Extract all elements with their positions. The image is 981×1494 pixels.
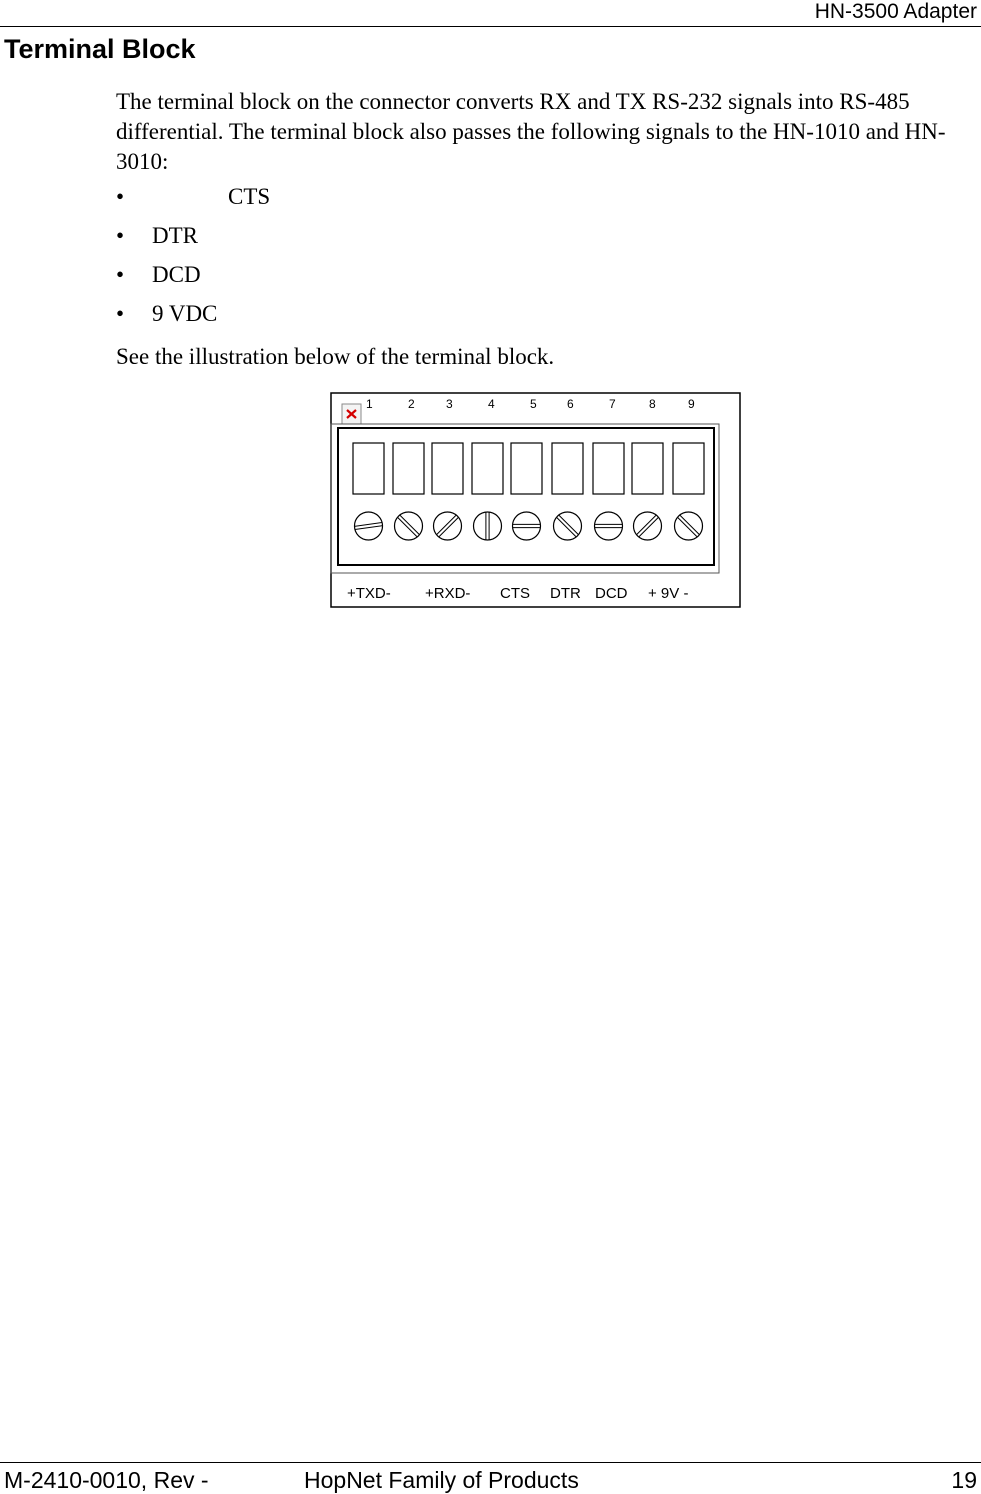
- bullet-item: [116, 184, 270, 210]
- intro-paragraph: The terminal block on the connector converts RX and TX RS-232 signals into RS-485 differential. The terminal block also passes the following signals to the HN-1010 and HN-3010:: [116, 89, 946, 174]
- terminal-slot: [593, 443, 624, 494]
- bullet-item: [116, 223, 198, 249]
- signal-label: DTR: [550, 585, 581, 602]
- broken-image-icon: [342, 404, 361, 424]
- signal-labels: [347, 585, 688, 602]
- header-divider: [0, 26, 981, 27]
- bullet-text: DCD: [152, 262, 201, 287]
- signal-label: +RXD-: [425, 585, 471, 602]
- terminal-slot: [511, 443, 542, 494]
- bullet-icon: •: [116, 301, 125, 326]
- illustration-caption: See the illustration below of the terminal block.: [116, 344, 555, 369]
- terminal-block-body-outline: [331, 424, 719, 573]
- header-title: HN-3500 Adapter: [814, 0, 977, 23]
- bullet-icon: •: [116, 262, 125, 287]
- footer-doc-id: M-2410-0010, Rev -: [4, 1467, 209, 1493]
- terminal-number-1: 1: [366, 397, 373, 411]
- signal-label: + 9V -: [648, 585, 689, 602]
- terminal-slot: [673, 443, 704, 494]
- screw-icon: [595, 512, 623, 540]
- screw-icon: [434, 512, 462, 540]
- signal-label: +TXD-: [347, 585, 391, 602]
- footer-divider: [0, 1462, 981, 1463]
- terminal-slots: [353, 443, 704, 494]
- signal-label: CTS: [500, 585, 530, 602]
- bullet-text: CTS: [228, 184, 271, 209]
- bullet-icon: •: [116, 223, 125, 248]
- bullet-text: DTR: [152, 223, 198, 248]
- footer-page-number: 19: [951, 1467, 977, 1493]
- terminal-number-3: 3: [446, 397, 453, 411]
- terminal-slot: [393, 443, 424, 494]
- screw-icon: [675, 512, 703, 540]
- terminal-slot: [632, 443, 663, 494]
- terminal-number-4: 4: [488, 397, 495, 411]
- signal-label: DCD: [595, 585, 628, 602]
- terminal-block-figure: [330, 390, 742, 610]
- screw-icon: [354, 512, 382, 540]
- terminal-number-9: 9: [688, 397, 695, 411]
- screw-icon: [513, 512, 541, 540]
- screw-icon: [474, 512, 502, 540]
- figure-outer-frame: [331, 393, 740, 607]
- terminal-number-8: 8: [649, 397, 656, 411]
- terminal-number-labels: [366, 397, 695, 411]
- terminal-number-6: 6: [567, 397, 574, 411]
- terminal-slot: [432, 443, 463, 494]
- terminal-number-2: 2: [408, 397, 415, 411]
- terminal-screws: [354, 512, 702, 540]
- terminal-slot: [472, 443, 503, 494]
- terminal-slot: [353, 443, 384, 494]
- screw-icon: [634, 512, 662, 540]
- terminal-number-5: 5: [530, 397, 537, 411]
- terminal-block-body: [338, 428, 714, 565]
- screw-icon: [395, 512, 423, 540]
- screw-icon: [554, 512, 582, 540]
- bullet-item: [116, 262, 201, 288]
- terminal-slot: [552, 443, 583, 494]
- footer-product-name: HopNet Family of Products: [304, 1467, 579, 1493]
- bullet-icon: •: [116, 184, 125, 209]
- section-heading: Terminal Block: [4, 34, 196, 64]
- bullet-text: 9 VDC: [152, 301, 218, 326]
- terminal-number-7: 7: [609, 397, 616, 411]
- bullet-item: [116, 301, 217, 327]
